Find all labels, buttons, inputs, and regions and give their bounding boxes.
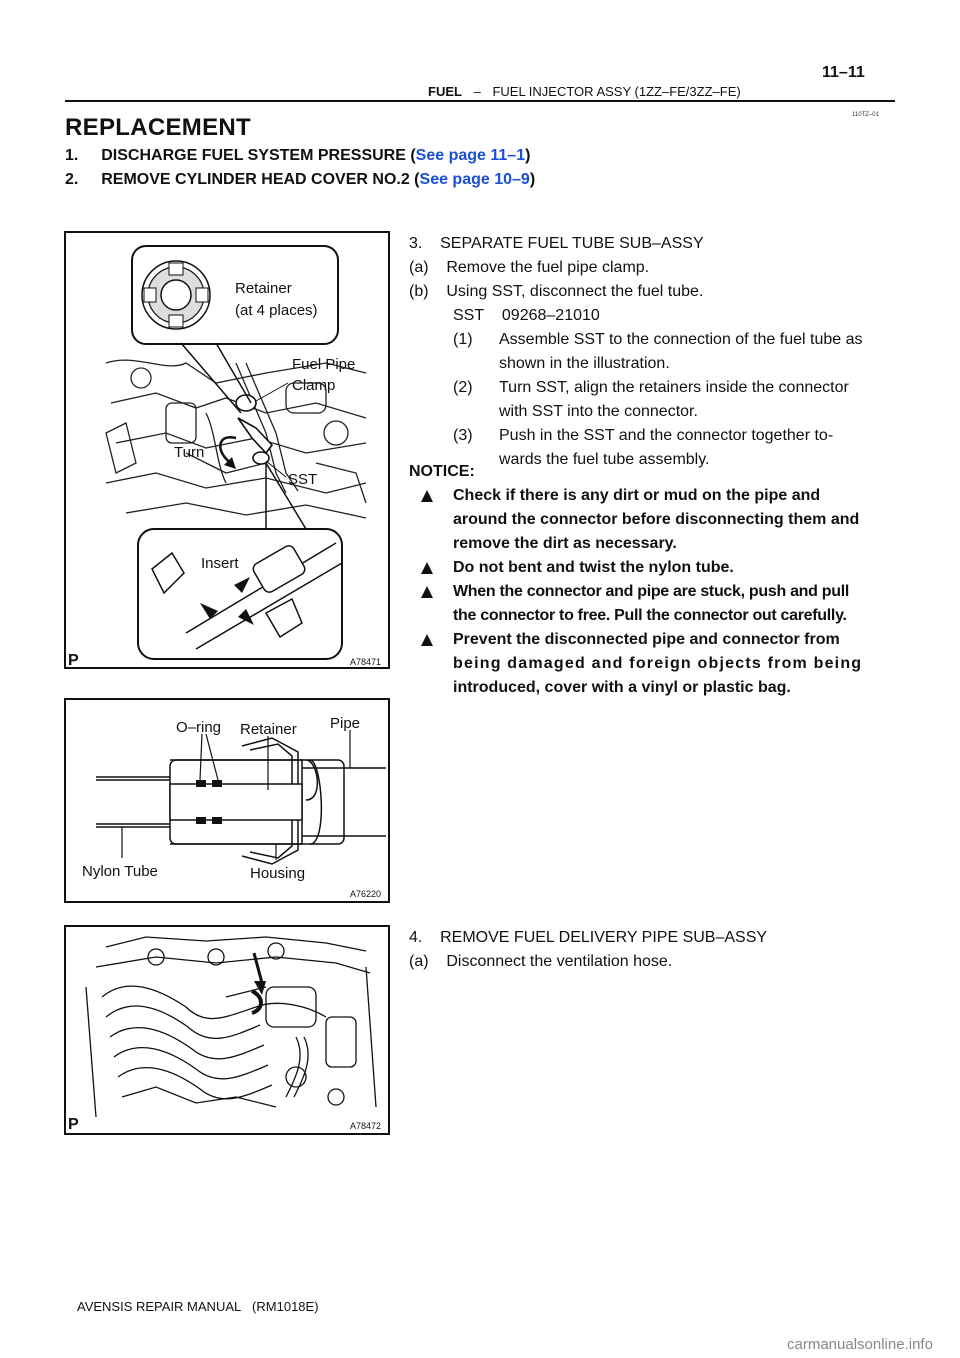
notice-item-2 [409,556,899,580]
step-2-close: ) [529,171,536,188]
sub2-num: (2) [453,379,473,396]
footer-watermark: carmanualsonline.info [787,1336,933,1353]
step-4-heading: 4. REMOVE FUEL DELIVERY PIPE SUB–ASSY [409,929,768,946]
sub2-line1: Turn SST, align the retainers inside the connector [499,379,849,396]
sub1-line1: Assemble SST to the connection of the fuel tube as [499,331,863,348]
sub1-num: (1) [453,331,473,348]
page-number: 11–11 [822,64,865,81]
figure-connector-section [64,698,390,903]
label-sst: SST [288,471,318,488]
label-fuel-pipe: Fuel Pipe [292,356,356,373]
fig1-p-mark: P [68,652,79,667]
triangle-bullet-icon [421,490,433,502]
step-4-block [409,926,899,974]
label-insert: Insert [201,555,239,572]
fig1-code: A78471 [350,657,382,667]
label-oring: O–ring [176,719,222,736]
label-turn: Turn [174,444,205,461]
label-housing: Housing [250,865,306,882]
sub3-line2: wards the fuel tube assembly. [499,451,710,468]
triangle-bullet-icon [421,562,433,574]
sub3-line1: Push in the SST and the connector together to- [499,427,834,444]
triangle-bullet-icon [421,586,433,598]
notice-4-l2: being damaged and foreign objects from being [453,655,863,672]
notice-item-3 [409,580,899,628]
sub3-num: (3) [453,427,473,444]
step-1-link[interactable]: See page 11–1 [415,147,526,164]
turn-arrow [220,437,236,463]
notice-2-l1: Do not bent and twist the nylon tube. [453,559,734,576]
step-2-link[interactable]: See page 10–9 [419,171,530,188]
fig2-code: A76220 [350,889,382,899]
step-2 [65,171,535,189]
sub1-line2: shown in the illustration. [499,355,670,372]
callout-insert [138,529,342,659]
header-separator: – [473,84,481,99]
step-3-heading: 3. SEPARATE FUEL TUBE SUB–ASSY [409,235,704,252]
arrow-down-icon [254,953,266,995]
retainer-ring-icon [142,261,210,329]
step-1-num: 1. [65,147,79,164]
fig3-p-mark: P [68,1116,79,1133]
step-3b: (b) Using SST, disconnect the fuel tube. [409,283,704,300]
step-2-num: 2. [65,171,79,188]
label-retainer-sub: (at 4 places) [235,302,318,319]
header-breadcrumb [428,84,741,99]
triangle-bullet-icon [421,634,433,646]
label-retainer: Retainer [235,280,292,297]
header-subsection: FUEL INJECTOR ASSY (1ZZ–FE/3ZZ–FE) [492,84,741,99]
sub2-line2: with SST into the connector. [499,403,698,420]
doc-code: 110TZ–01 [852,112,879,118]
label-clamp: Clamp [292,377,336,394]
notice-3-l2: the connector to free. Pull the connector out carefully. [453,607,847,624]
notice-item-1 [409,484,899,556]
figure-ventilation-hose [64,925,390,1135]
engine-drawing [86,937,376,1117]
step-3-sub2 [409,376,899,424]
step-1-text: DISCHARGE FUEL SYSTEM PRESSURE ( [101,147,416,164]
notice-item-4 [409,628,899,700]
step-3-sub1 [409,328,899,376]
fig3-code: A78472 [350,1121,382,1131]
notice-3-l1: When the connector and pipe are stuck, push and pull [453,583,850,600]
header-section: FUEL [428,84,462,99]
label-retainer-2: Retainer [240,721,297,738]
notice-block [409,460,899,700]
notice-4-l1: Prevent the disconnected pipe and connector from [453,631,840,648]
step-3a: (a) Remove the fuel pipe clamp. [409,259,650,276]
step-2-text: REMOVE CYLINDER HEAD COVER NO.2 ( [101,171,420,188]
step-4a: (a) Disconnect the ventilation hose. [409,953,673,970]
step-3-sst: SST 09268–21010 [453,307,600,324]
notice-1-l2: around the connector before disconnecting them and [453,511,860,528]
figure-sst-connection [64,231,390,669]
notice-1-l3: remove the dirt as necessary. [453,535,677,552]
step-1-close: ) [525,147,531,164]
notice-1-l1: Check if there is any dirt or mud on the pipe and [453,487,821,504]
label-pipe: Pipe [330,715,361,732]
notice-4-l3: introduced, cover with a vinyl or plastic bag. [453,679,791,696]
notice-heading: NOTICE: [409,463,475,480]
step-3-block [409,232,899,472]
footer-manual: AVENSIS REPAIR MANUAL (RM1018E) [77,1299,319,1314]
label-nylon-tube: Nylon Tube [82,863,158,880]
header-rule [65,100,895,102]
page-title: REPLACEMENT [65,114,251,141]
step-1 [65,147,530,165]
